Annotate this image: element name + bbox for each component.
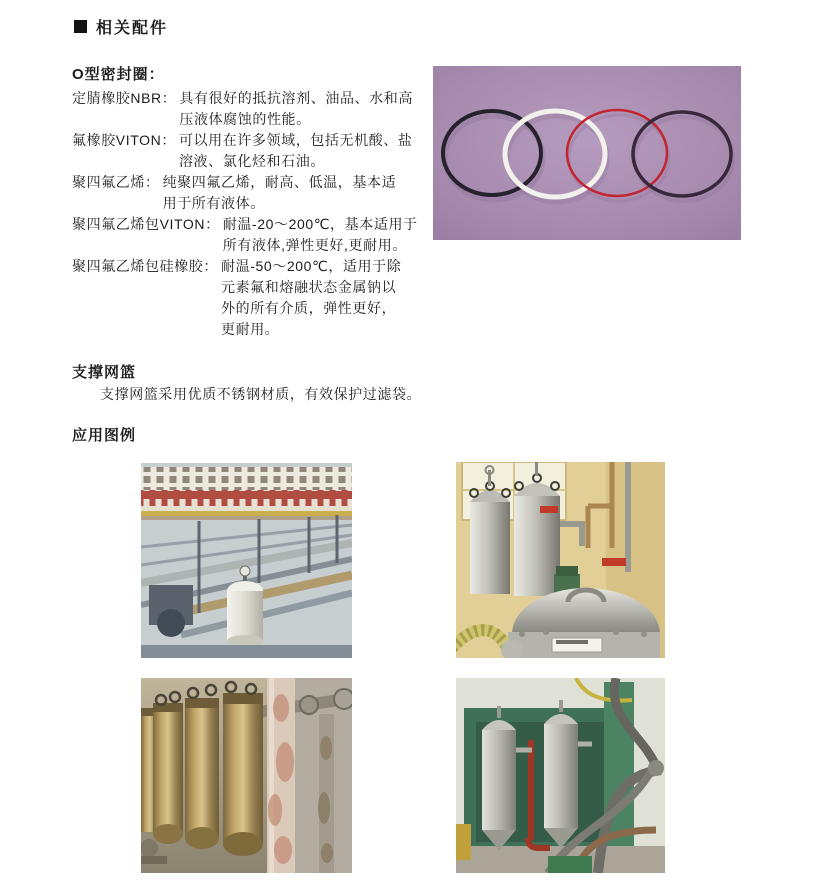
oring-photo-image [433,66,741,240]
applications-heading: 应用图例 [72,427,137,444]
oring-item-ptfe-silicone [72,256,462,340]
oring-heading: O型密封圈： [72,66,165,83]
oring-def-line: 所有液体,弹性更好,更耐用。 [222,237,407,253]
application-photo-2 [456,462,665,658]
basket-heading: 支撑网篮 [72,364,137,381]
oring-item-ptfe-viton [72,214,462,256]
application-photo-1 [141,463,352,658]
square-bullet-icon [74,20,87,33]
oring-item-viton [72,130,462,172]
oring-term: 聚四氟乙烯包硅橡胶： [72,258,218,274]
oring-def-line: 具有很好的抵抗溶剂、油品、水和高 [179,90,413,106]
oring-term: 聚四氟乙烯： [72,174,160,190]
oring-def-line: 溶液、氯化烃和石油。 [178,153,325,169]
oring-def-line: 外的所有介质，弹性更好， [221,300,397,316]
filter-row-photo-image [141,678,352,873]
application-photo-3 [141,678,352,873]
oring-def-line: 压液体腐蚀的性能。 [179,111,311,127]
indoor-filters-photo-image [456,462,665,658]
oring-photo [433,66,741,240]
oring-term: 聚四氟乙烯包VITON： [72,216,220,232]
oring-definition-list [72,88,462,340]
oring-term: 定腈橡胶NBR： [72,90,177,106]
oring-def-line: 可以用在许多领域，包括无机酸、盐 [178,132,413,148]
section-title: 相关配件 [96,20,169,37]
pipe-rack-photo-image [141,463,352,658]
oring-def-line: 耐温-20～200℃，基本适用于 [222,216,418,232]
oring-def-line: 纯聚四氟乙烯，耐高、低温，基本适 [162,174,397,190]
oring-def-line: 耐温-50～200℃，适用于除 [221,258,402,274]
oring-def-line: 用于所有液体。 [162,195,265,211]
section-heading [74,15,168,38]
oring-term: 氟橡胶VITON： [72,132,176,148]
oring-def-line: 元素氟和熔融状态金属钠以 [221,279,397,295]
basket-body: 支撑网篮采用优质不锈钢材质，有效保护过滤袋。 [100,386,422,402]
hose-filters-photo-image [456,678,665,873]
oring-item-ptfe [72,172,462,214]
application-photo-4 [456,678,665,873]
oring-item-nbr [72,88,462,130]
oring-def-line: 更耐用。 [221,321,280,337]
